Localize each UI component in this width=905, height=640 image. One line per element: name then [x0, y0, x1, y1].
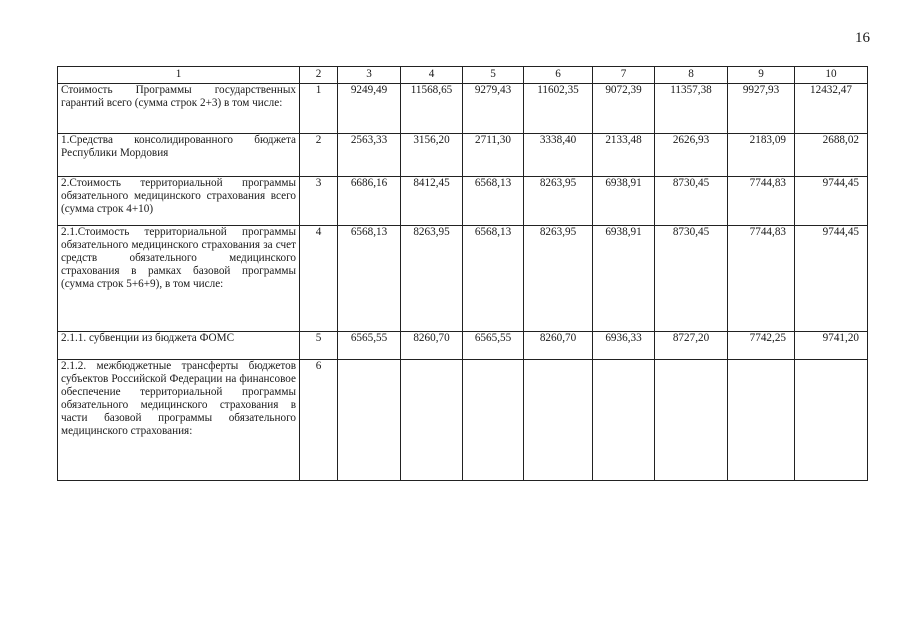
table-cell: 8263,95 — [524, 177, 593, 226]
table-row — [58, 134, 868, 177]
table-cell: 9744,45 — [795, 226, 868, 332]
table-cell: 9927,93 — [728, 84, 795, 134]
row-number: 1 — [300, 84, 338, 134]
table-cell: 6568,13 — [463, 226, 524, 332]
table-row — [58, 360, 868, 481]
table-cell: 8730,45 — [655, 177, 728, 226]
table-cell: 8263,95 — [401, 226, 463, 332]
row-label: Стоимость Программы государственных гарантий всего (сумма строк 2+3) в том числе: — [58, 84, 300, 134]
column-header: 9 — [728, 67, 795, 84]
row-label: 2.1.Стоимость территориальной программы обязательного медицинского страхования за счет средств обязательного медицинского страхования в рамках базовой программы (сумма строк 5+6+9), в том числе: — [58, 226, 300, 332]
table-cell: 11602,35 — [524, 84, 593, 134]
column-header: 2 — [300, 67, 338, 84]
row-number: 3 — [300, 177, 338, 226]
table-cell: 8727,20 — [655, 332, 728, 360]
table-cell: 9249,49 — [338, 84, 401, 134]
row-number: 2 — [300, 134, 338, 177]
row-label: 2.1.1. субвенции из бюджета ФОМС — [58, 332, 300, 360]
table-cell: 8730,45 — [655, 226, 728, 332]
column-header: 4 — [401, 67, 463, 84]
table-cell: 6568,13 — [338, 226, 401, 332]
table-cell: 6565,55 — [463, 332, 524, 360]
table-cell — [655, 360, 728, 481]
table-cell: 8263,95 — [524, 226, 593, 332]
table-cell: 11357,38 — [655, 84, 728, 134]
row-label: 1.Средства консолидированного бюджета Республики Мордовия — [58, 134, 300, 177]
financing-table — [57, 66, 868, 481]
column-header: 8 — [655, 67, 728, 84]
table-cell: 9744,45 — [795, 177, 868, 226]
column-header: 7 — [593, 67, 655, 84]
table-cell: 9741,20 — [795, 332, 868, 360]
table-cell — [401, 360, 463, 481]
table-row — [58, 177, 868, 226]
table-cell: 7744,83 — [728, 177, 795, 226]
table-cell: 6686,16 — [338, 177, 401, 226]
table-cell — [338, 360, 401, 481]
table-row — [58, 332, 868, 360]
table-cell: 3338,40 — [524, 134, 593, 177]
table-cell: 6938,91 — [593, 177, 655, 226]
page-number: 16 — [855, 30, 870, 46]
table-cell: 2626,93 — [655, 134, 728, 177]
column-header: 1 — [58, 67, 300, 84]
table-cell: 6936,33 — [593, 332, 655, 360]
table-cell — [728, 360, 795, 481]
table-cell: 8412,45 — [401, 177, 463, 226]
table-cell: 11568,65 — [401, 84, 463, 134]
row-number: 6 — [300, 360, 338, 481]
table-cell: 2133,48 — [593, 134, 655, 177]
row-number: 5 — [300, 332, 338, 360]
table-cell: 6565,55 — [338, 332, 401, 360]
table-cell: 2688,02 — [795, 134, 868, 177]
table-cell — [593, 360, 655, 481]
table-cell — [463, 360, 524, 481]
table-cell: 12432,47 — [795, 84, 868, 134]
row-number: 4 — [300, 226, 338, 332]
table-cell — [524, 360, 593, 481]
table-cell: 8260,70 — [524, 332, 593, 360]
column-header: 3 — [338, 67, 401, 84]
table-cell: 2563,33 — [338, 134, 401, 177]
row-label: 2.Стоимость территориальной программы обязательного медицинского страхования всего (сумма строк 4+10) — [58, 177, 300, 226]
column-header: 6 — [524, 67, 593, 84]
row-label: 2.1.2. межбюджетные трансферты бюджетов субъектов Российской Федерации на финансовое обеспечение территориальной программы обязательного медицинского страхования в части базовой программы обязательного медицинского страхования: — [58, 360, 300, 481]
column-header: 5 — [463, 67, 524, 84]
table-row — [58, 226, 868, 332]
table-row — [58, 84, 868, 134]
table-cell: 6568,13 — [463, 177, 524, 226]
table-cell: 3156,20 — [401, 134, 463, 177]
table-cell: 2711,30 — [463, 134, 524, 177]
table-cell: 9072,39 — [593, 84, 655, 134]
table-cell: 7742,25 — [728, 332, 795, 360]
table-cell: 2183,09 — [728, 134, 795, 177]
column-header: 10 — [795, 67, 868, 84]
table-cell: 9279,43 — [463, 84, 524, 134]
table-cell: 6938,91 — [593, 226, 655, 332]
table-cell — [795, 360, 868, 481]
table-cell: 8260,70 — [401, 332, 463, 360]
table-cell: 7744,83 — [728, 226, 795, 332]
header-row — [58, 67, 868, 84]
